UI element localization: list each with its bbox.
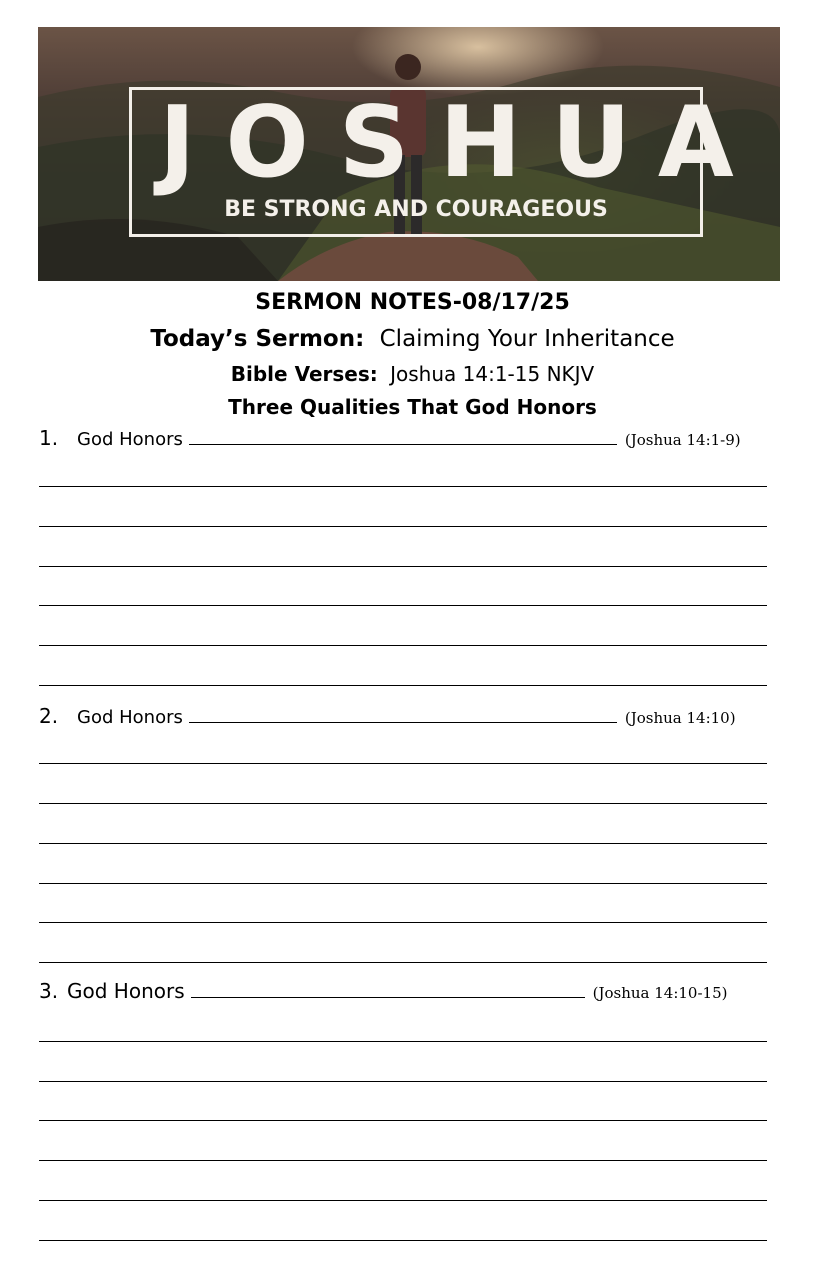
section-label: God Honors: [77, 429, 183, 450]
fill-in-blank[interactable]: [191, 981, 585, 998]
section-1-heading: [39, 426, 741, 450]
note-line[interactable]: [39, 962, 767, 963]
fill-in-blank[interactable]: [189, 706, 617, 723]
note-line[interactable]: [39, 1200, 767, 1201]
section-number: 2.: [39, 704, 59, 728]
note-line[interactable]: [39, 605, 767, 606]
section-reference: (Joshua 14:1-9): [624, 431, 741, 449]
sermon-label: Today’s Sermon:: [150, 326, 365, 352]
section-number: 1.: [39, 426, 59, 450]
note-line[interactable]: [39, 685, 767, 686]
verses-line: [0, 360, 825, 388]
banner-tagline: BE STRONG AND COURAGEOUS: [224, 197, 608, 222]
note-line[interactable]: [39, 1041, 767, 1042]
section-2-heading: [39, 704, 736, 728]
note-line[interactable]: [39, 1120, 767, 1121]
note-line[interactable]: [39, 486, 767, 487]
sermon-line: [0, 323, 825, 355]
section-label: God Honors: [67, 979, 185, 1003]
header-banner: [38, 27, 780, 281]
note-line[interactable]: [39, 1081, 767, 1082]
notes-title: SERMON NOTES-08/17/25: [255, 290, 570, 315]
note-line[interactable]: [39, 922, 767, 923]
section-reference: (Joshua 14:10-15): [592, 984, 728, 1002]
note-line[interactable]: [39, 526, 767, 527]
section-number: 3.: [39, 979, 59, 1003]
note-line[interactable]: [39, 883, 767, 884]
section-label: God Honors: [77, 707, 183, 728]
note-line[interactable]: [39, 566, 767, 567]
note-line[interactable]: [39, 763, 767, 764]
note-line[interactable]: [39, 803, 767, 804]
banner-title: JOSHUA: [159, 86, 764, 200]
note-line[interactable]: [39, 645, 767, 646]
verses-value: Joshua 14:1-15 NKJV: [390, 362, 595, 386]
section-reference: (Joshua 14:10): [624, 709, 736, 727]
note-line[interactable]: [39, 1240, 767, 1241]
note-line[interactable]: [39, 843, 767, 844]
note-line[interactable]: [39, 1160, 767, 1161]
section-3-heading: [39, 979, 728, 1003]
verses-label: Bible Verses:: [230, 362, 378, 386]
subtitle: Three Qualities That God Honors: [228, 395, 597, 419]
sermon-title: Claiming Your Inheritance: [379, 326, 675, 352]
fill-in-blank[interactable]: [189, 428, 617, 445]
